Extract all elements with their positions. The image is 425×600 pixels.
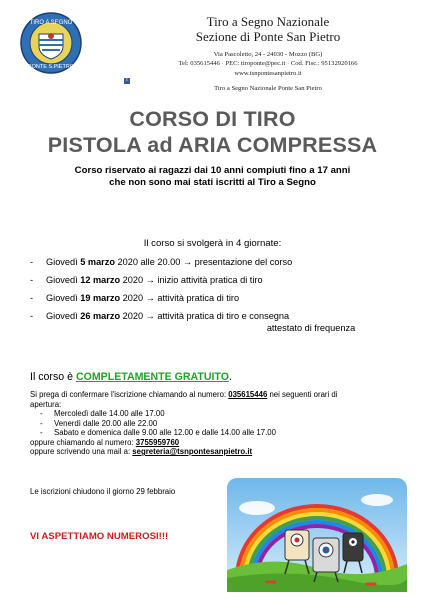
address: Via Pascoletto, 24 - 24030 - Mozzo (BG)	[213, 51, 323, 58]
hours-item: - Venerdì dalle 20.00 alle 22.00	[40, 418, 158, 428]
email-link[interactable]: segreteria@tsnpontesanpietro.it	[132, 447, 253, 456]
schedule-list	[30, 256, 420, 340]
org-header	[118, 14, 418, 44]
phone-secondary[interactable]: 3755959760	[135, 437, 180, 447]
schedule-date: 12 marzo	[80, 275, 121, 285]
logo-text: TIRO A SEGNO	[29, 20, 73, 26]
opening-hours	[30, 409, 420, 438]
registration-deadline: Le iscrizioni chiudono il giorno 29 febbraio	[30, 487, 176, 496]
rainbow-illustration	[227, 478, 407, 592]
schedule-date: 26 marzo	[80, 311, 121, 321]
website[interactable]: www.tsnpontesanpietro.it	[234, 69, 302, 77]
course-title	[0, 106, 425, 158]
hours-item: - Sabato e domenica dalle 9.00 alle 12.00 e dalle 14.00 alle 17.00	[40, 428, 276, 437]
info-block: Si prega di confermare l'iscrizione chiamando al numero: 035615446 nei seguenti orari di apertura: - Mercoledì dalle 14.00 alle 17.00 - Venerdì dalle 20.00 alle 22.00 - Sabato e domenica dalle 9.00 alle 12.00 e dalle 14.00 alle 17.00 oppure chiamando al numero: 3755959760 oppure scrivendo una mail a: segreteria@tsnpontesanpietro.it	[30, 390, 420, 457]
audience-line-2: che non sono mai stati iscritti al Tiro a Segno	[109, 177, 316, 188]
schedule-date: 5 marzo	[80, 257, 115, 267]
free-highlight: COMPLETAMENTE GRATUITO	[75, 371, 229, 383]
facebook-page[interactable]: Tiro a Segno Nazionale Ponte San Pietro	[214, 84, 322, 92]
org-section: Sezione di Ponte San Pietro	[195, 29, 341, 44]
audience-line-1: Corso riservato ai ragazzi dai 10 anni compiuti fino a 17 anni	[74, 165, 351, 176]
logo-subtext: PONTE S.PIETRO	[27, 64, 75, 70]
hours-item: - Mercoledì dalle 14.00 alle 17.00	[40, 409, 165, 418]
audience-note	[30, 165, 395, 189]
free-notice: Il corso è COMPLETAMENTE GRATUITO.	[30, 371, 232, 383]
schedule-date: 19 marzo	[80, 293, 121, 303]
welcome-message: VI ASPETTIAMO NUMEROSI!!!	[30, 531, 169, 542]
club-logo	[20, 12, 82, 74]
title-line-2: PISTOLA ad ARIA COMPRESSA	[47, 133, 378, 157]
schedule-item: - Giovedì 19 marzo 2020 → attività pratica di tiro	[30, 293, 240, 303]
schedule-intro: Il corso si svolgerà in 4 giornate:	[143, 238, 282, 249]
org-name: Tiro a Segno Nazionale	[206, 14, 330, 29]
phone-primary[interactable]: 035615446	[228, 390, 268, 399]
contact-block	[118, 50, 418, 93]
schedule-item: - Giovedì 12 marzo 2020 → inizio attività pratica di tiro	[30, 275, 263, 285]
schedule-item-continuation: attestato di frequenza	[266, 323, 356, 333]
facebook-icon: f	[124, 78, 130, 84]
title-line-1: CORSO DI TIRO	[129, 107, 296, 131]
contacts: Tel: 035615446 · PEC: tiroponte@pec.it · Cod. Fisc.: 95132920166	[178, 60, 358, 68]
schedule-item: - Giovedì 26 marzo 2020 → attività pratica di tiro e consegna attestato di frequenza	[30, 310, 420, 334]
schedule-item: - Giovedì 5 marzo 2020 alle 20.00 → presentazione del corso	[30, 257, 293, 267]
